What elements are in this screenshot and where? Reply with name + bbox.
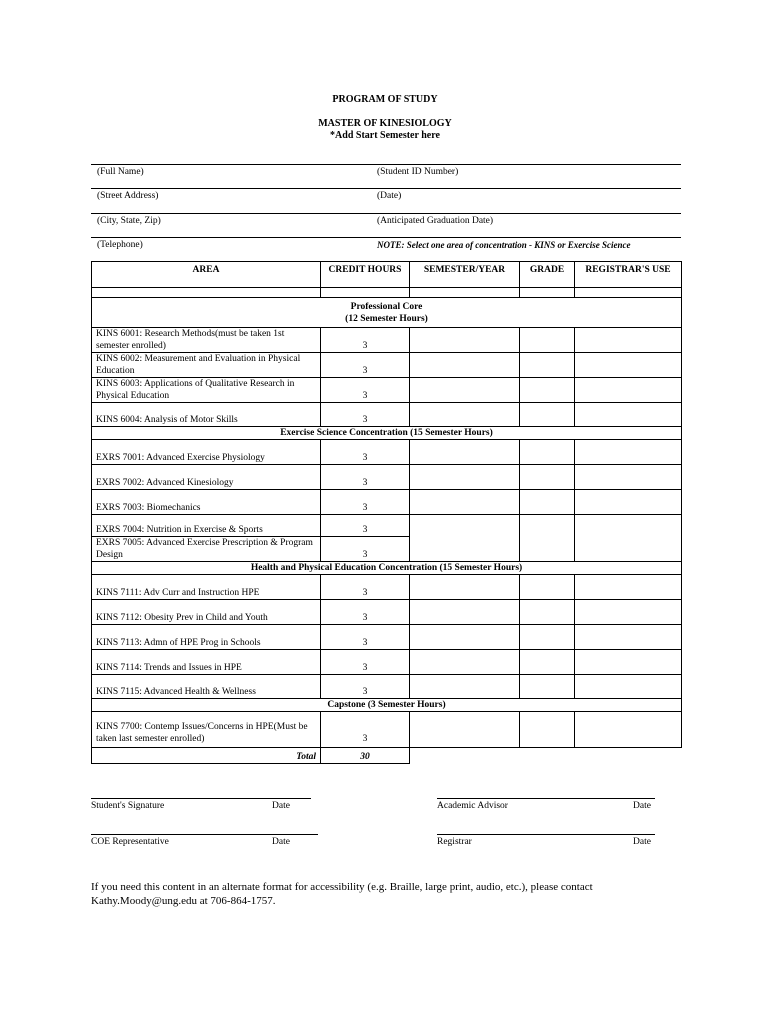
section-subtitle: (12 Semester Hours) xyxy=(345,314,428,324)
header-grade: GRADE xyxy=(520,262,575,288)
grade-cell[interactable] xyxy=(520,353,575,378)
spacer-row xyxy=(92,288,682,298)
registrar-cell[interactable] xyxy=(575,650,682,675)
table-row xyxy=(92,625,682,650)
section-exercise-science xyxy=(92,427,682,440)
registrar-signature-line[interactable] xyxy=(437,834,655,835)
grade-cell[interactable] xyxy=(520,403,575,427)
total-row xyxy=(92,748,682,764)
section-capstone xyxy=(92,699,682,712)
credit-hours: 3 xyxy=(321,650,410,675)
credit-hours: 3 xyxy=(321,353,410,378)
table-row xyxy=(92,515,682,537)
total-value: 30 xyxy=(321,748,410,764)
registrar-cell[interactable] xyxy=(575,515,682,562)
course-name: EXRS 7002: Advanced Kinesiology xyxy=(92,465,321,490)
grade-cell[interactable] xyxy=(520,675,575,699)
grade-cell[interactable] xyxy=(520,575,575,600)
city-state-zip-field[interactable]: (City, State, Zip) xyxy=(97,216,161,226)
semester-cell[interactable] xyxy=(410,403,520,427)
registrar-cell[interactable] xyxy=(575,378,682,403)
section-title: Health and Physical Education Concentration (15 Semester Hours) xyxy=(92,562,682,575)
credit-hours: 3 xyxy=(321,537,410,562)
course-name: EXRS 7001: Advanced Exercise Physiology xyxy=(92,440,321,465)
semester-cell[interactable] xyxy=(410,675,520,699)
credit-hours: 3 xyxy=(321,403,410,427)
grade-cell[interactable] xyxy=(520,650,575,675)
section-hpe xyxy=(92,562,682,575)
course-name: KINS 6004: Analysis of Motor Skills xyxy=(92,403,321,427)
registrar-cell[interactable] xyxy=(575,675,682,699)
registrar-label: Registrar xyxy=(437,837,472,847)
grade-cell[interactable] xyxy=(520,328,575,353)
semester-cell[interactable] xyxy=(410,465,520,490)
course-name: KINS 6002: Measurement and Evaluation in Physical Education xyxy=(92,353,321,378)
date-field[interactable]: (Date) xyxy=(377,191,402,201)
graduation-date-field[interactable]: (Anticipated Graduation Date) xyxy=(377,216,494,226)
credit-hours: 3 xyxy=(321,600,410,625)
credit-hours: 3 xyxy=(321,625,410,650)
course-name: KINS 7111: Adv Curr and Instruction HPE xyxy=(92,575,321,600)
table-row xyxy=(92,650,682,675)
semester-cell[interactable] xyxy=(410,600,520,625)
date-label: Date xyxy=(272,837,290,847)
info-row-city xyxy=(91,213,681,237)
section-title: Capstone (3 Semester Hours) xyxy=(92,699,682,712)
table-row xyxy=(92,440,682,465)
semester-cell[interactable] xyxy=(410,625,520,650)
semester-cell[interactable] xyxy=(410,328,520,353)
semester-cell[interactable] xyxy=(410,378,520,403)
section-title: Professional Core xyxy=(350,302,423,312)
registrar-cell[interactable] xyxy=(575,490,682,515)
course-name: KINS 6001: Research Methods(must be taken 1st semester enrolled) xyxy=(92,328,321,353)
credit-hours: 3 xyxy=(321,378,410,403)
course-name: KINS 7115: Advanced Health & Wellness xyxy=(92,675,321,699)
start-semester-note: *Add Start Semester here xyxy=(330,130,440,141)
header-credit-hours: CREDIT HOURS xyxy=(321,262,410,288)
header-area: AREA xyxy=(92,262,321,288)
academic-advisor-label: Academic Advisor xyxy=(437,801,508,811)
credit-hours: 3 xyxy=(321,575,410,600)
registrar-cell[interactable] xyxy=(575,625,682,650)
date-label: Date xyxy=(272,801,290,811)
table-row xyxy=(92,465,682,490)
registrar-cell[interactable] xyxy=(575,440,682,465)
table-row xyxy=(92,600,682,625)
course-name: KINS 7113: Admn of HPE Prog in Schools xyxy=(92,625,321,650)
course-name: EXRS 7003: Biomechanics xyxy=(92,490,321,515)
registrar-cell[interactable] xyxy=(575,403,682,427)
total-label: Total xyxy=(92,748,321,764)
credit-hours: 3 xyxy=(321,490,410,515)
course-name: KINS 6003: Applications of Qualitative Research in Physical Education xyxy=(92,378,321,403)
header-semester-year: SEMESTER/YEAR xyxy=(410,262,520,288)
grade-cell[interactable] xyxy=(520,625,575,650)
grade-cell[interactable] xyxy=(520,515,575,562)
header-registrars-use: REGISTRAR'S USE xyxy=(575,262,682,288)
table-row xyxy=(92,378,682,403)
info-row-name xyxy=(91,164,681,188)
coe-representative-label: COE Representative xyxy=(91,837,169,847)
semester-cell[interactable] xyxy=(410,650,520,675)
grade-cell[interactable] xyxy=(520,440,575,465)
credit-hours: 3 xyxy=(321,440,410,465)
concentration-note: NOTE: Select one area of concentration - KINS or Exercise Science xyxy=(377,240,631,250)
registrar-cell[interactable] xyxy=(575,575,682,600)
course-name: EXRS 7005: Advanced Exercise Prescription & Program Design xyxy=(92,537,321,562)
registrar-cell[interactable] xyxy=(575,353,682,378)
grade-cell[interactable] xyxy=(520,712,575,748)
table-row xyxy=(92,575,682,600)
registrar-cell[interactable] xyxy=(575,600,682,625)
document-title: PROGRAM OF STUDY xyxy=(332,94,438,105)
table-row xyxy=(92,675,682,699)
grade-cell[interactable] xyxy=(520,490,575,515)
table-row xyxy=(92,328,682,353)
student-signature-label: Student's Signature xyxy=(91,801,165,811)
credit-hours: 3 xyxy=(321,675,410,699)
credit-hours: 3 xyxy=(321,328,410,353)
semester-cell[interactable] xyxy=(410,515,520,562)
credit-hours: 3 xyxy=(321,712,410,748)
semester-cell[interactable] xyxy=(410,490,520,515)
program-name: MASTER OF KINESIOLOGY xyxy=(318,118,452,129)
section-title: Exercise Science Concentration (15 Semester Hours) xyxy=(92,427,682,440)
student-signature-line[interactable] xyxy=(91,798,311,799)
semester-cell[interactable] xyxy=(410,575,520,600)
course-name: KINS 7700: Contemp Issues/Concerns in HPE(Must be taken last semester enrolled) xyxy=(92,712,321,748)
full-name-field[interactable]: (Full Name) xyxy=(97,167,144,177)
credit-hours: 3 xyxy=(321,465,410,490)
course-name: KINS 7114: Trends and Issues in HPE xyxy=(92,650,321,675)
date-label: Date xyxy=(633,801,651,811)
registrar-cell[interactable] xyxy=(575,328,682,353)
table-row xyxy=(92,490,682,515)
info-row-telephone xyxy=(91,237,681,259)
table-header-row xyxy=(92,262,682,288)
semester-cell[interactable] xyxy=(410,712,520,748)
semester-cell[interactable] xyxy=(410,353,520,378)
registrar-cell[interactable] xyxy=(575,465,682,490)
date-label: Date xyxy=(633,837,651,847)
telephone-field[interactable]: (Telephone) xyxy=(97,240,143,250)
course-name: EXRS 7004: Nutrition in Exercise & Sports xyxy=(92,515,321,537)
grade-cell[interactable] xyxy=(520,465,575,490)
advisor-signature-line[interactable] xyxy=(437,798,655,799)
grade-cell[interactable] xyxy=(520,600,575,625)
accessibility-note xyxy=(91,880,691,908)
registrar-cell[interactable] xyxy=(575,712,682,748)
table-row xyxy=(92,403,682,427)
program-table xyxy=(91,261,682,764)
table-row xyxy=(92,353,682,378)
credit-hours: 3 xyxy=(321,515,410,537)
course-name: KINS 7112: Obesity Prev in Child and Youth xyxy=(92,600,321,625)
street-address-field[interactable]: (Street Address) xyxy=(97,191,159,201)
section-professional-core xyxy=(92,298,682,328)
info-row-address xyxy=(91,188,681,212)
accessibility-text: If you need this content in an alternate format for accessibility (e.g. Braille, large print, audio, etc.), please contact xyxy=(91,881,593,893)
table-row xyxy=(92,712,682,748)
contact-text: Kathy.Moody@ung.edu at 706-864-1757. xyxy=(91,895,276,907)
grade-cell[interactable] xyxy=(520,378,575,403)
semester-cell[interactable] xyxy=(410,440,520,465)
student-id-field[interactable]: (Student ID Number) xyxy=(377,167,459,177)
coe-signature-line[interactable] xyxy=(91,834,318,835)
